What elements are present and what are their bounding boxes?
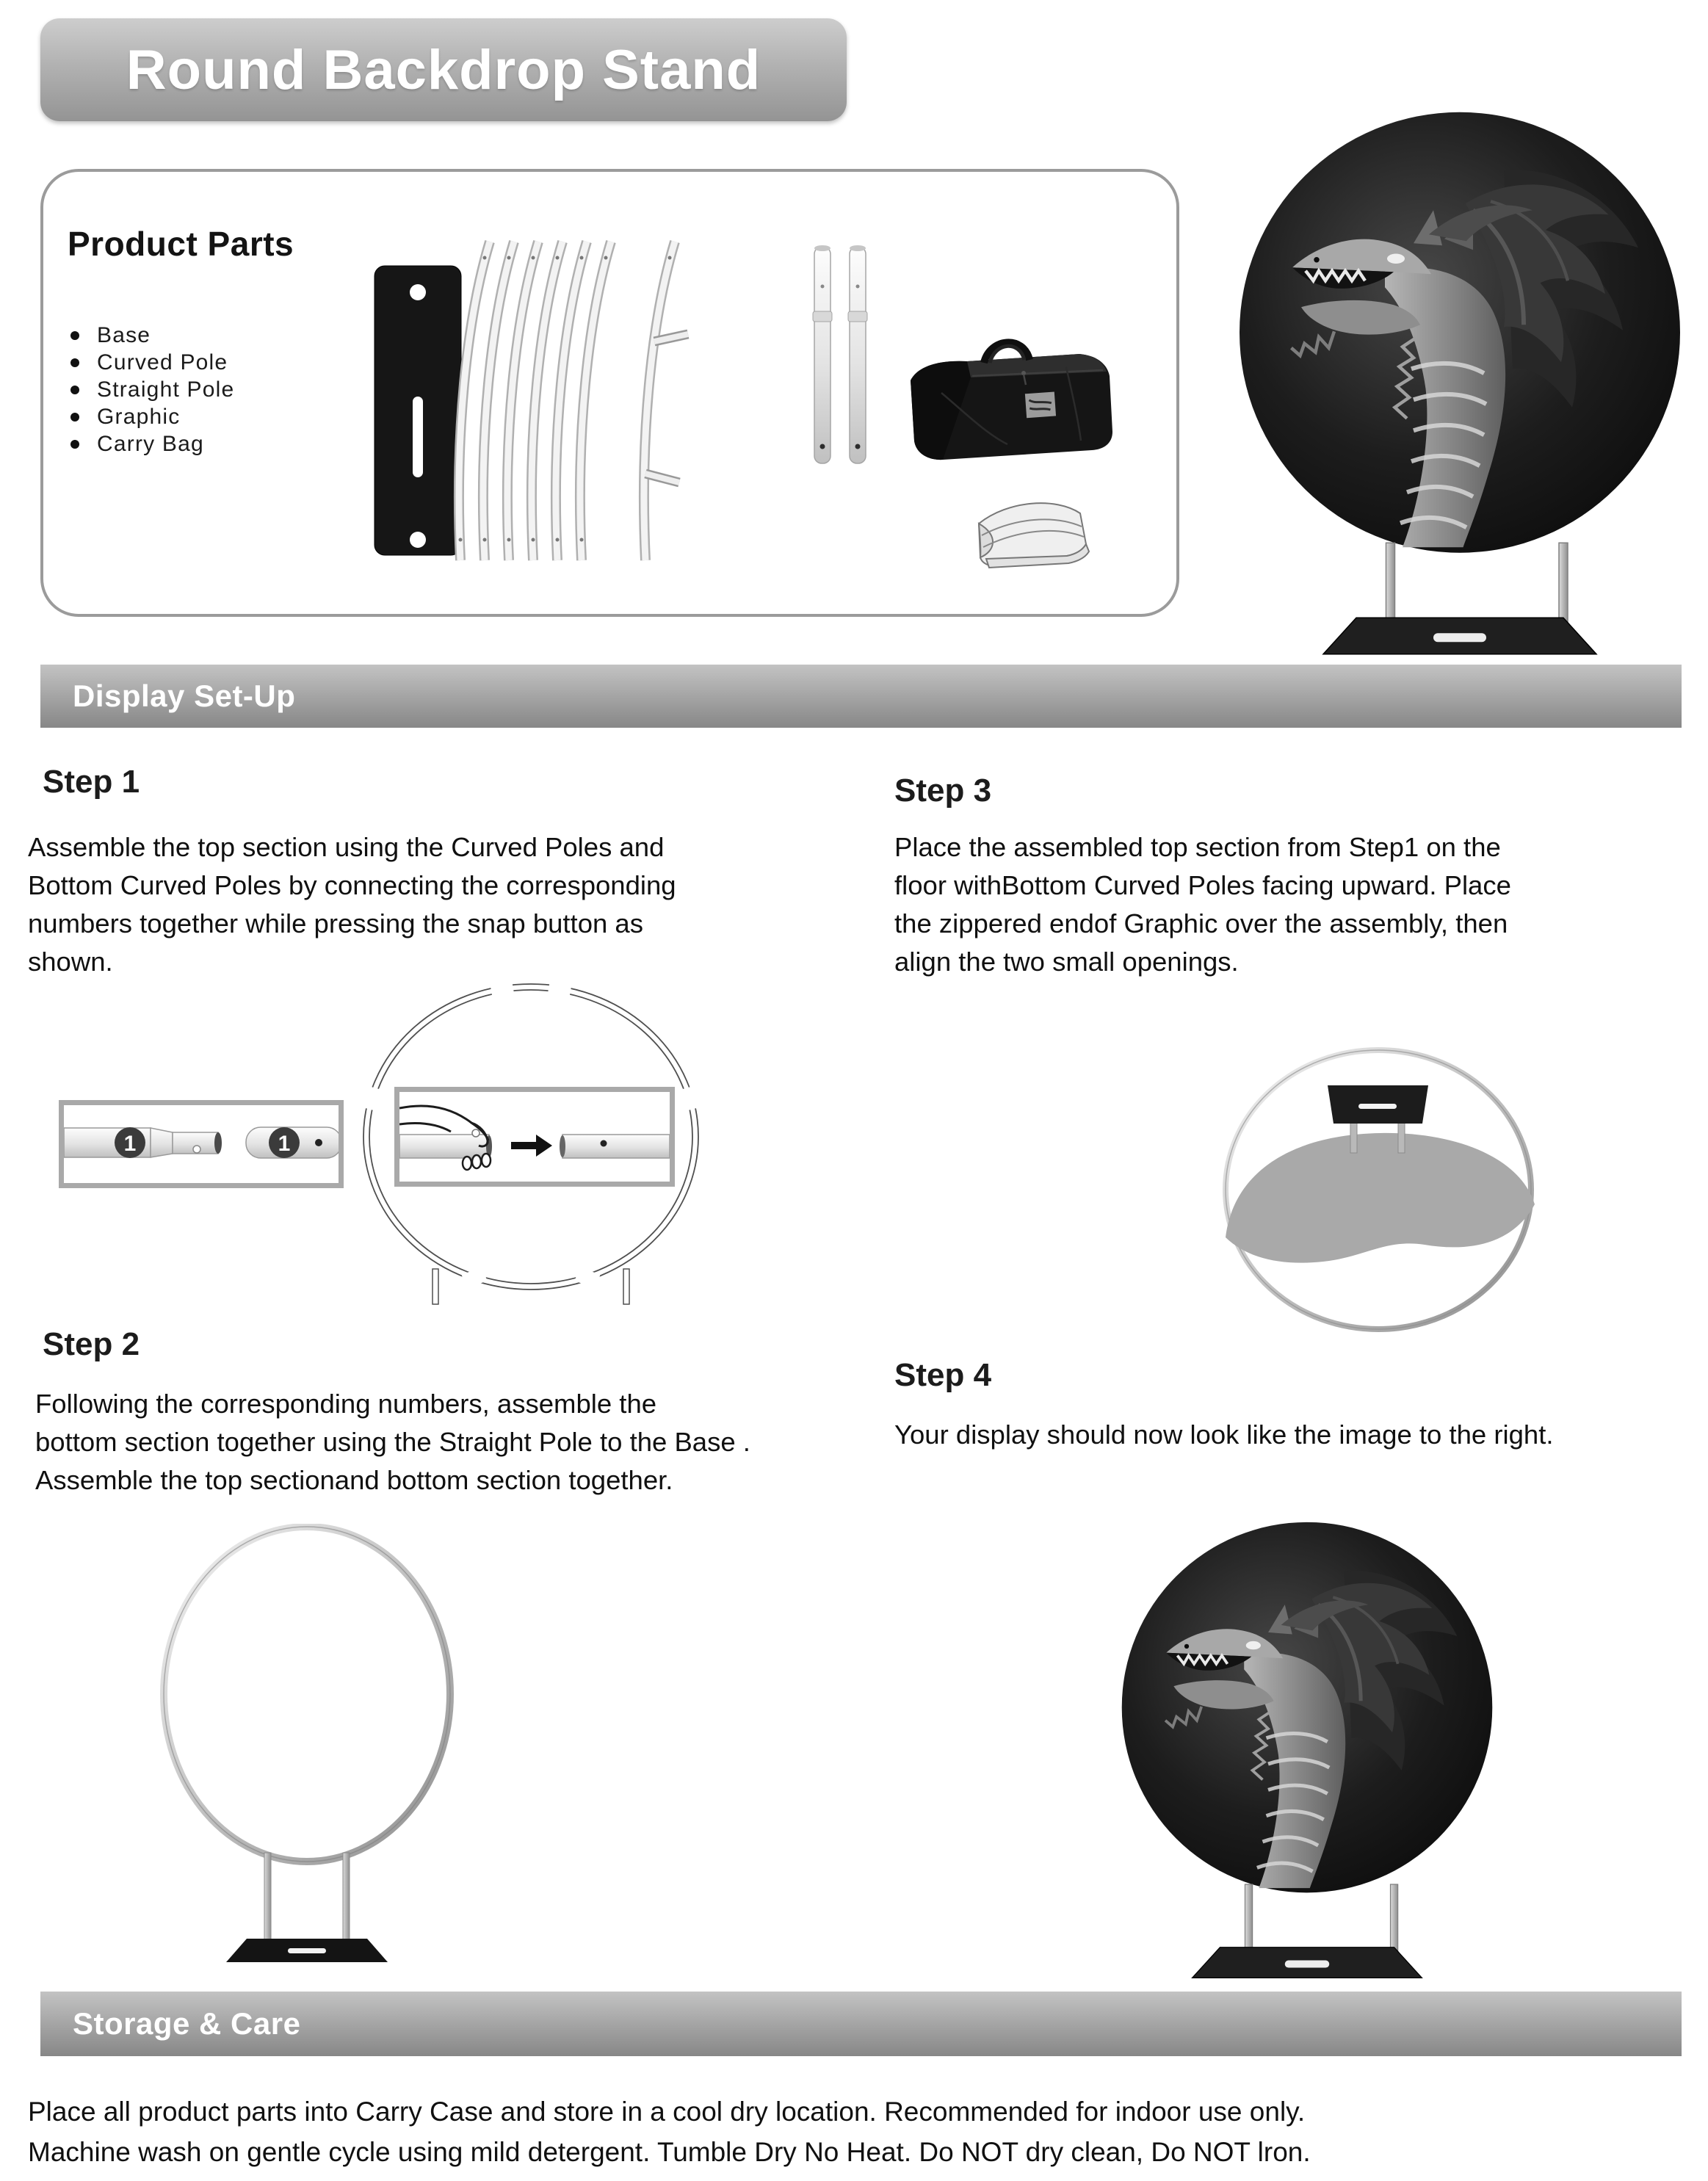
step2-text xyxy=(35,1385,750,1500)
text-line: Place the assembled top section from Step1 on the xyxy=(894,832,1501,862)
parts-list xyxy=(70,322,234,457)
pole-number-badge: 1 xyxy=(123,1132,137,1156)
text-line: Machine wash on gentle cycle using mild detergent. Tumble Dry No Heat. Do NOT dry clean, Do NOT lron. xyxy=(28,2137,1311,2167)
text-line: Assemble the top sectionand bottom section together. xyxy=(35,1465,673,1495)
step4-text xyxy=(894,1416,1554,1454)
assembled-frame-diagram xyxy=(140,1524,474,1964)
graphic-install-diagram xyxy=(1204,1024,1557,1337)
bullet-icon xyxy=(70,358,79,367)
text-line: Place all product parts into Carry Case and store in a cool dry location. Recommended for indoor use only. xyxy=(28,2097,1306,2127)
pole-number-badge: 1 xyxy=(278,1132,291,1156)
curved-poles-image xyxy=(444,231,723,573)
care-instructions xyxy=(28,2091,1311,2172)
text-line: Assemble the top section using the Curved Poles and xyxy=(28,832,665,862)
text-line: floor withBottom Curved Poles facing upward. Place xyxy=(894,870,1511,900)
list-item-label: Base xyxy=(97,322,151,347)
straight-poles-image xyxy=(811,241,874,470)
text-line: shown. xyxy=(28,947,113,977)
folded-graphic-image xyxy=(957,481,1100,576)
storage-section-title: Storage & Care xyxy=(73,2006,301,2041)
text-line: bottom section together using the Straight Pole to the Base . xyxy=(35,1427,750,1457)
list-item-straight-pole xyxy=(70,376,234,403)
dragon-display-image xyxy=(1112,1516,1502,1983)
bullet-icon xyxy=(70,331,79,340)
text-line: numbers together while pressing the snap button as xyxy=(28,908,643,938)
bottom-curved-pole-image xyxy=(644,242,688,560)
dragon-display-image xyxy=(1228,104,1691,661)
text-line: the zippered endof Graphic over the assembly, then xyxy=(894,908,1508,938)
page-title: Round Backdrop Stand xyxy=(126,38,761,101)
text-line: align the two small openings. xyxy=(894,947,1239,977)
step1-heading: Step 1 xyxy=(43,764,140,800)
step3-heading: Step 3 xyxy=(894,773,992,809)
text-line: Following the corresponding numbers, assemble the xyxy=(35,1389,657,1419)
list-item-curved-pole xyxy=(70,349,234,376)
carry-bag-image xyxy=(897,323,1121,481)
list-item-base xyxy=(70,322,234,349)
list-item-label: Straight Pole xyxy=(97,377,235,402)
product-parts-heading: Product Parts xyxy=(68,225,294,263)
step1-text xyxy=(28,828,676,981)
list-item-label: Graphic xyxy=(97,404,181,429)
step3-text xyxy=(894,828,1511,981)
step4-heading: Step 4 xyxy=(894,1357,992,1393)
bullet-icon xyxy=(70,440,79,449)
storage-section-banner xyxy=(40,1992,1682,2056)
bullet-icon xyxy=(70,413,79,422)
title-banner xyxy=(40,18,847,121)
step2-heading: Step 2 xyxy=(43,1326,140,1362)
list-item-label: Carry Bag xyxy=(97,431,204,456)
text-line: Bottom Curved Poles by connecting the corresponding xyxy=(28,870,676,900)
list-item-carry-bag xyxy=(70,430,234,457)
setup-section-title: Display Set-Up xyxy=(73,679,296,713)
snap-button-diagram xyxy=(394,1087,675,1187)
pole-connection-diagram xyxy=(59,1100,344,1188)
list-item-label: Curved Pole xyxy=(97,350,228,375)
bullet-icon xyxy=(70,386,79,394)
text-line: Your display should now look like the image to the right. xyxy=(894,1419,1554,1450)
list-item-graphic xyxy=(70,403,234,430)
setup-section-banner xyxy=(40,665,1682,728)
